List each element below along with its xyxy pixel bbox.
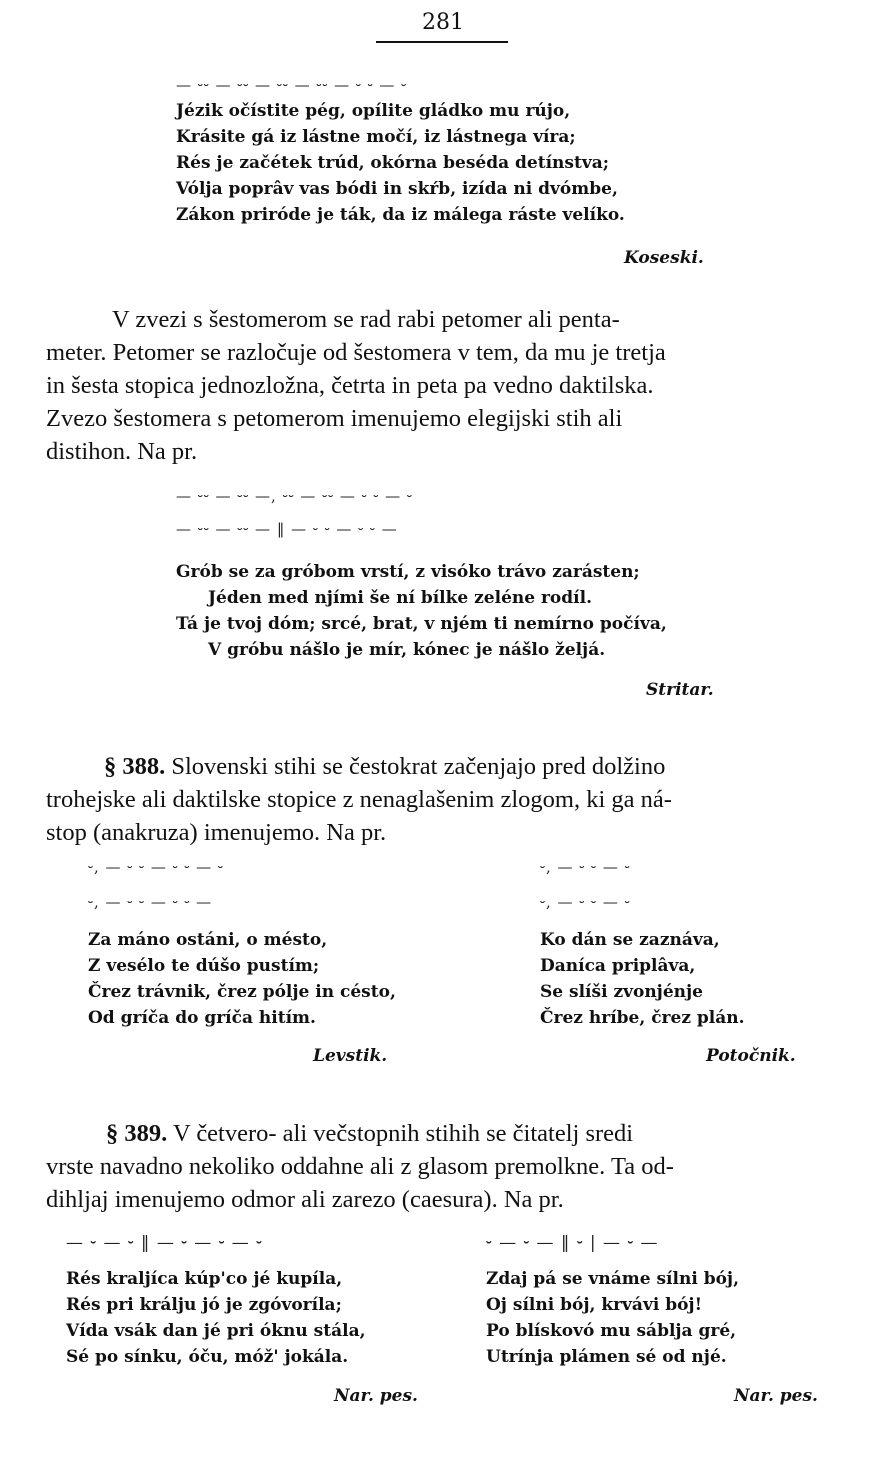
text-line [46,1117,842,1150]
author-attribution: Nar. pes. [334,1386,418,1406]
meter-scheme: ⏑, — ⏑ ⏑ — ⏑ [540,858,631,876]
verse-line: Grób se za gróbom vrstí, z visóko trávo zarásten; [176,562,640,582]
text-line: dihljaj imenujemo odmor ali zarezo (caesura). Na pr. [46,1186,564,1213]
section-389 [46,1117,842,1216]
text-line: stop (anakruza) imenujemo. Na pr. [46,819,387,846]
verse-line: Črez hríbe, črez plán. [540,1008,745,1028]
meter-scheme: ⏑, — ⏑ ⏑ — ⏑ [540,893,631,911]
meter-scheme: ⏑, — ⏑ ⏑ — ⏑ ⏑ — [88,893,213,911]
verse-line: Jézik očístite pég, opílite gládko mu rújo, [176,101,571,121]
text-line: trohejske ali daktilske stopice z nenaglašenim zlogom, ki ga ná- [46,786,672,813]
author-attribution: Stritar. [646,680,714,700]
verse-line: Ko dán se zaznáva, [540,930,720,950]
section-text: V četvero- ali večstopnih stihih se čitatelj sredi [172,1120,634,1147]
verse-block-stritar [176,562,667,666]
verse-block-potocnik [540,930,745,1034]
verse-line: Vída vsák dan jé pri óknu stála, [66,1321,366,1341]
verse-block-nar-pes-left [66,1269,366,1373]
meter-scheme: — ⏑ — ⏑ ‖ — ⏑ — ⏑ — ⏑ [66,1233,263,1253]
verse-line: Krásite gá iz lástne močí, iz lástnega víra; [176,127,576,147]
meter-scheme: ⏑, — ⏑ ⏑ — ⏑ ⏑ — ⏑ [88,858,224,876]
text-line: in šesta stopica jednozložna, četrta in peta pa vedno daktilska. [46,372,654,399]
verse-line: Se slíši zvonjénje [540,982,703,1002]
page-number: 281 [422,10,464,35]
text-line: vrste navadno nekoliko oddahne ali z glasom premolkne. Ta od- [46,1153,674,1180]
verse-line: Vólja poprâv vas bódi in skŕb, izída ni dvómbe, [176,179,618,199]
author-attribution: Koseski. [624,248,704,268]
section-number: § 389. [106,1120,168,1147]
meter-scheme: — ⏑⏑ — ⏑⏑ — ⏑⏑ — ⏑⏑ — ⏑ ⏑ — ⏑ [176,76,408,94]
text-line [46,750,842,783]
verse-line: Za máno ostáni, o mésto, [88,930,328,950]
verse-line: V gróbu nášlo je mír, kónec je nášlo željá. [208,640,606,660]
verse-line: Rés je začétek trúd, okórna beséda detínstva; [176,153,609,173]
section-number: § 388. [104,753,166,780]
verse-line: Zdaj pá se vnáme sílni bój, [486,1269,739,1289]
text-line: distihon. Na pr. [46,438,198,465]
author-attribution: Nar. pes. [734,1386,818,1406]
verse-line: Tá je tvoj dóm; srcé, brat, v njém ti nemírno počíva, [176,614,667,634]
verse-line: Od gríča do gríča hitím. [88,1008,316,1028]
author-attribution: Potočnik. [706,1046,796,1066]
page-number-rule [376,41,508,43]
meter-scheme: — ⏑⏑ — ⏑⏑ —, ⏑⏑ — ⏑⏑ — ⏑ ⏑ — ⏑ [176,487,413,505]
verse-block-levstik [88,930,396,1034]
verse-block-koseski [176,101,625,231]
text-line: Zvezo šestomera s petomerom imenujemo elegijski stih ali [46,405,623,432]
author-attribution: Levstik. [313,1046,388,1066]
verse-block-nar-pes-right [486,1269,739,1373]
meter-scheme: — ⏑⏑ — ⏑⏑ — ‖ — ⏑ ⏑ — ⏑ ⏑ — [176,520,398,538]
paragraph-pentameter [46,303,842,468]
verse-line: Z vesélo te dúšo pustím; [88,956,320,976]
meter-scheme: ⏑ — ⏑ — ‖ ⏑ | — ⏑ — [486,1233,659,1253]
verse-line: Rés kraljíca kúp'co jé kupíla, [66,1269,343,1289]
verse-line: Oj sílni bój, krvávi bój! [486,1295,703,1315]
verse-line: Zákon priróde je ták, da iz málega ráste velíko. [176,205,625,225]
section-text: Slovenski stihi se čestokrat začenjajo pred dolžino [171,753,666,780]
verse-line: Jéden med njími še ní bílke zeléne rodíl. [208,588,592,608]
text-line: meter. Petomer se razločuje od šestomera v tem, da mu je tretja [46,339,666,366]
verse-line: Po blískovó mu sáblja gré, [486,1321,737,1341]
verse-line: Črez trávnik, črez pólje in césto, [88,982,396,1002]
section-388 [46,750,842,849]
verse-line: Daníca priplâva, [540,956,696,976]
text-line: V zvezi s šestomerom se rad rabi petomer ali penta- [112,306,620,333]
verse-line: Rés pri králju jó je zgóvoríla; [66,1295,342,1315]
verse-line: Utrínja plámen sé od njé. [486,1347,727,1367]
verse-line: Sé po sínku, óču, móž' jokála. [66,1347,349,1367]
